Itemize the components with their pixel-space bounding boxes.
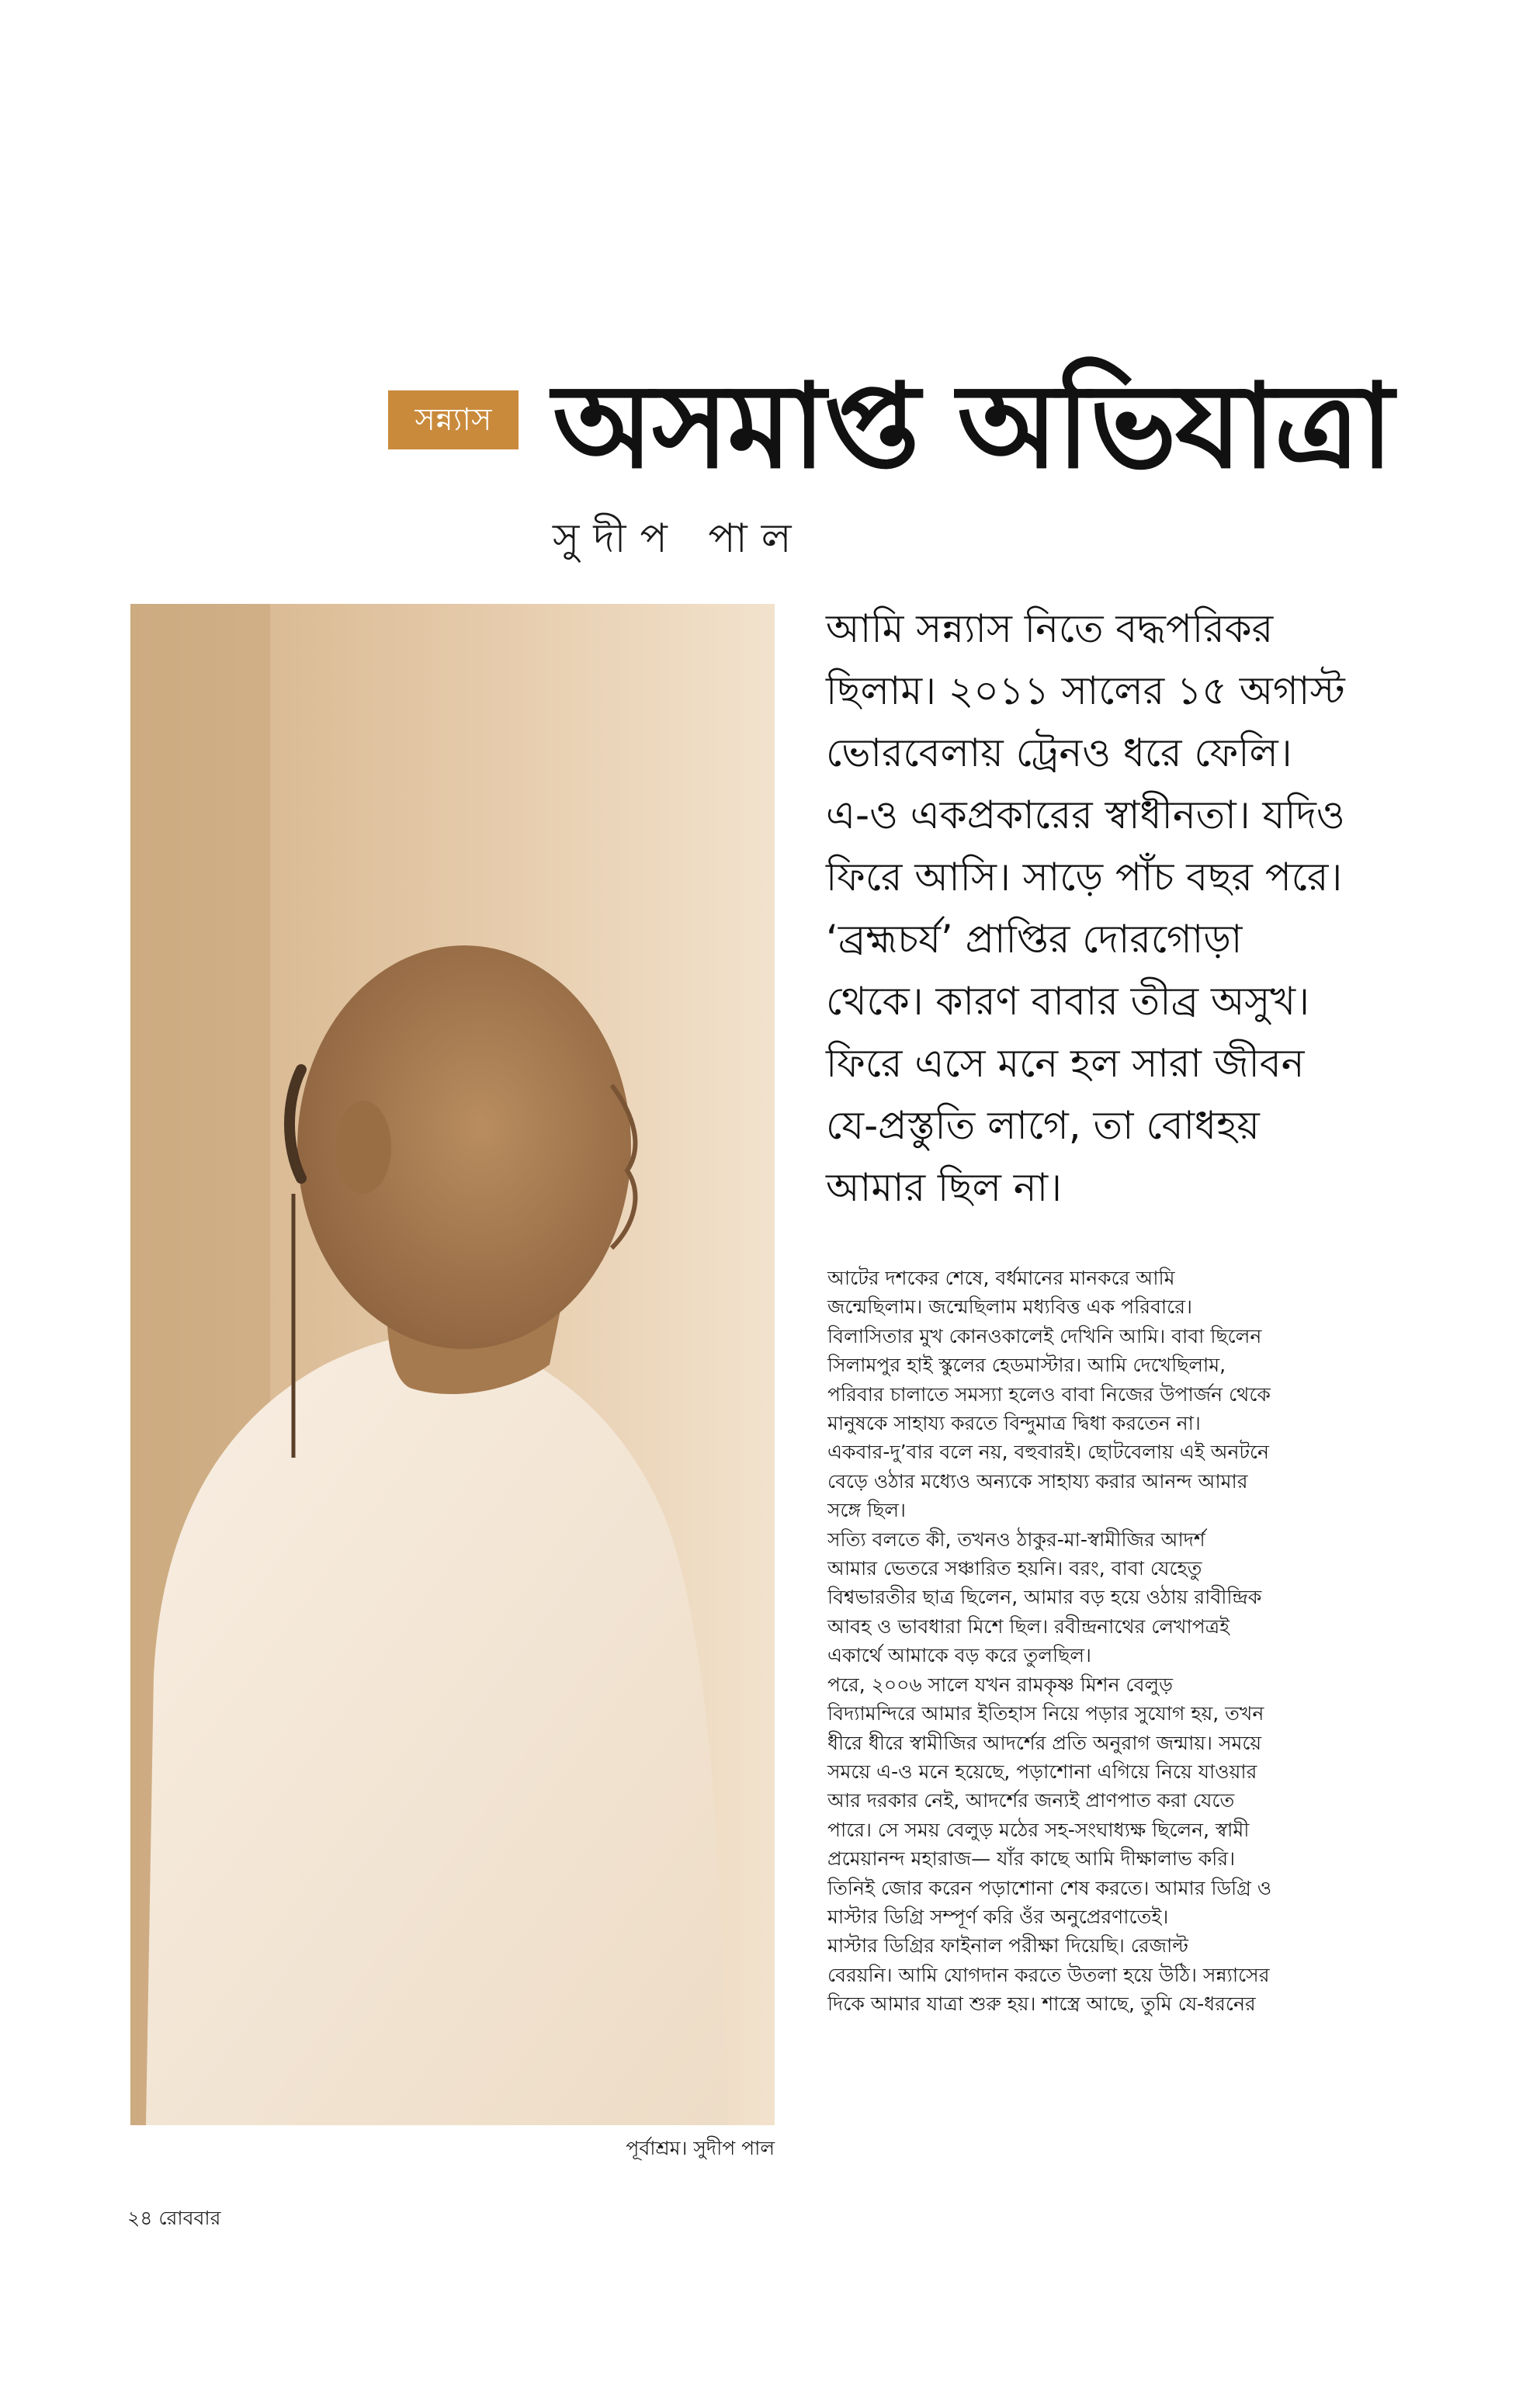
body-line: পরিবার চালাতে সমস্যা হলেও বাবা নিজের উপার্জন থেকে: [827, 1382, 1271, 1406]
body-line: আমার ভেতরে সঞ্চারিত হয়নি। বরং, বাবা যেহেতু: [827, 1557, 1202, 1580]
pull-quote-line: আমি সন্ন্যাস নিতে বদ্ধপরিকর: [826, 606, 1274, 651]
body-line: সিলামপুর হাই স্কুলের হেডমাস্টার। আমি দেখেছিলাম,: [827, 1354, 1226, 1377]
pull-quote-line: ছিলাম। ২০১১ সালের ১৫ অগাস্ট: [826, 668, 1345, 713]
body-line: একার্থে আমাকে বড় করে তুলছিল।: [827, 1644, 1091, 1667]
portrait-illustration: [130, 604, 775, 2125]
pull-quote-line: আমার ছিল না।: [826, 1165, 1062, 1210]
pull-quote-line: ফিরে আসি। সাড়ে পাঁচ বছর পরে।: [826, 855, 1343, 900]
section-tag: সন্ন্যাস: [388, 390, 519, 449]
body-line: বিদ্যামন্দিরে আমার ইতিহাস নিয়ে পড়ার সুযোগ হয়, তখন: [827, 1702, 1264, 1725]
pull-quote-line: থেকে। কারণ বাবার তীব্র অসুখ।: [826, 979, 1310, 1024]
photo-caption: পূর্বাশ্রম। সুদীপ পাল: [626, 2137, 775, 2159]
body-line: বিশ্বভারতীর ছাত্র ছিলেন, আমার বড় হয়ে ওঠায় রাবীন্দ্রিক: [827, 1586, 1262, 1609]
article-body: [827, 1264, 1417, 2019]
pull-quote-line: যে-প্রস্তুতি লাগে, তা বোধহয়: [826, 1103, 1260, 1148]
body-line: প্রমেয়ানন্দ মহারাজ— যাঁর কাছে আমি দীক্ষালাভ করি।: [827, 1847, 1236, 1871]
body-line: আবহ ও ভাবধারা মিশে ছিল। রবীন্দ্রনাথের লেখাপত্রই: [827, 1614, 1230, 1638]
pull-quote-line: ফিরে এসে মনে হল সারা জীবন: [826, 1041, 1305, 1086]
pull-quote-line: ভোরবেলায় ট্রেনও ধরে ফেলি।: [826, 730, 1292, 775]
body-line: পারে। সে সময় বেলুড় মঠের সহ-সংঘাধ্যক্ষ ছিলেন, স্বামী: [827, 1818, 1250, 1841]
body-line: আর দরকার নেই, আদর্শের জন্যই প্রাণপাত করা যেতে: [827, 1789, 1235, 1812]
body-line: ধীরে ধীরে স্বামীজির আদর্শের প্রতি অনুরাগ জন্মায়। সময়ে: [827, 1731, 1262, 1754]
body-line: বিলাসিতার মুখ কোনওকালেই দেখিনি আমি। বাবা ছিলেন: [827, 1324, 1262, 1347]
portrait-photo: [130, 604, 775, 2125]
body-line: সঙ্গে ছিল।: [827, 1499, 906, 1522]
pull-quote: [826, 598, 1447, 1219]
body-line: মানুষকে সাহায্য করতে বিন্দুমাত্র দ্বিধা করতেন না।: [827, 1412, 1201, 1435]
body-line: মাস্টার ডিগ্রির ফাইনাল পরীক্ষা দিয়েছি। রেজাল্ট: [827, 1934, 1188, 1958]
body-line: একবার-দু’বার বলে নয়, বহুবারই। ছোটবেলায় এই অনটনে: [827, 1441, 1269, 1464]
body-line: সময়ে এ-ও মনে হয়েছে, পড়াশোনা এগিয়ে নিয়ে যাওয়ার: [827, 1760, 1257, 1783]
body-line: বেরয়নি। আমি যোগদান করতে উতলা হয়ে উঠি। সন্ন্যাসের: [827, 1963, 1270, 1986]
body-line: আটের দশকের শেষে, বর্ধমানের মানকরে আমি: [827, 1267, 1175, 1289]
body-line: জন্মেছিলাম। জন্মেছিলাম মধ্যবিত্ত এক পরিবারে।: [827, 1295, 1192, 1319]
pull-quote-line: ‘ব্রহ্মচর্য’ প্রাপ্তির দোরগোড়া: [826, 917, 1243, 962]
body-line: তিনিই জোর করেন পড়াশোনা শেষ করতে। আমার ডিগ্রি ও: [827, 1876, 1272, 1899]
pull-quote-line: এ-ও একপ্রকারের স্বাধীনতা। যদিও: [826, 792, 1345, 838]
body-line: দিকে আমার যাত্রা শুরু হয়। শাস্ত্রে আছে, তুমি যে-ধরনের: [827, 1992, 1256, 2016]
body-line: সত্যি বলতে কী, তখনও ঠাকুর-মা-স্বামীজির আদর্শ: [827, 1528, 1205, 1551]
article-title: অসমাপ্ত অভিযাত্রা: [553, 359, 1393, 494]
page-folio: ২৪ রোববার: [127, 2207, 221, 2229]
author-byline: সুদীপ পাল: [553, 515, 806, 562]
body-line: পরে, ২০০৬ সালে যখন রামকৃষ্ণ মিশন বেলুড়: [827, 1673, 1173, 1696]
body-line: বেড়ে ওঠার মধ্যেও অন্যকে সাহায্য করার আনন্দ আমার: [827, 1469, 1248, 1493]
body-line: মাস্টার ডিগ্রি সম্পূর্ণ করি ওঁর অনুপ্রেরণাতেই।: [827, 1905, 1169, 1928]
